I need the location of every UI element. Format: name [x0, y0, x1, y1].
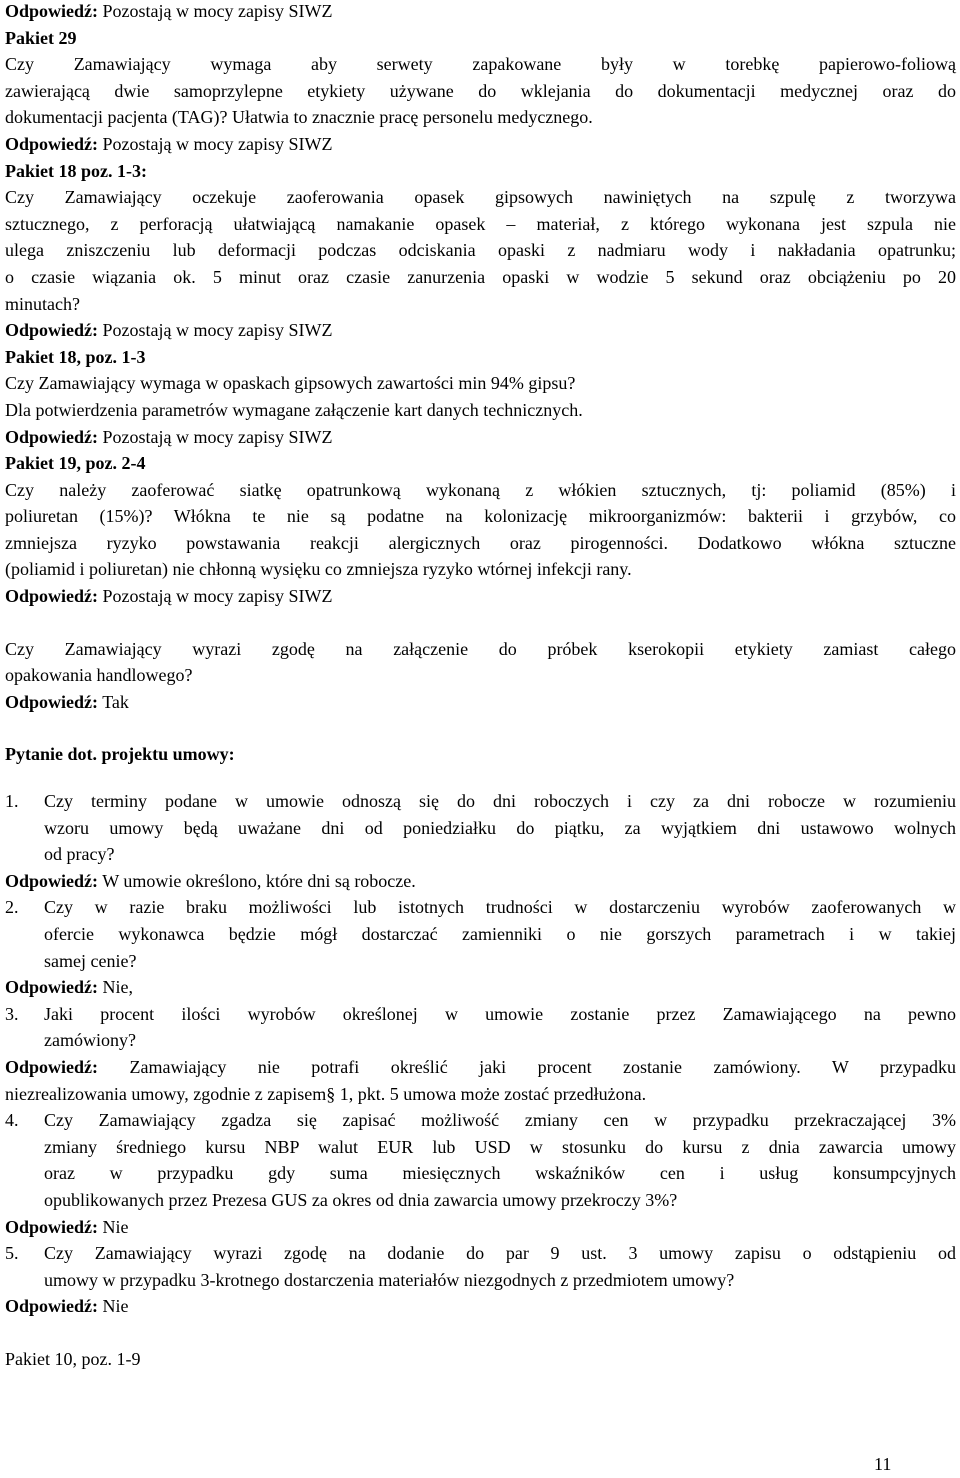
footer-package-text: Pakiet 10, poz. 1-9	[5, 1348, 141, 1369]
list-item	[5, 1240, 956, 1293]
question-line: Czy Zamawiający wyrazi zgodę na dodanie do par 9 ust. 3 umowy zapisu o odstąpieniu od	[44, 1243, 956, 1264]
answer-text: Nie	[98, 1216, 129, 1237]
package-heading: Pakiet 18, poz. 1-3	[5, 346, 146, 367]
answer-label: Odpowiedź:	[5, 1, 99, 21]
list-item	[5, 788, 956, 868]
answer-text: Tak	[98, 691, 129, 712]
answer-label: Odpowiedź:	[5, 426, 99, 447]
question-line: (poliamid i poliuretan) nie chłonną wysięku co zmniejsza ryzyko wtórnej infekcji rany.	[5, 559, 632, 580]
question-line: Dla potwierdzenia parametrów wymagane załączenie kart danych technicznych.	[5, 399, 583, 420]
question-line: Czy Zamawiający wymaga w opaskach gipsowych zawartości min 94% gipsu?	[5, 373, 576, 394]
question-line: Czy terminy podane w umowie odnoszą się do dni roboczych i czy za dni robocze w rozumieniu	[44, 791, 956, 812]
question-line: o czasie wiązania ok. 5 minut oraz czasie zanurzenia opaski w wodzie 5 sekund oraz obciążeniu po 20	[5, 266, 956, 287]
question-line: wzoru umowy będą uważane dni od poniedziałku do piątku, za wyjątkiem dni ustawowo wolnych	[44, 817, 956, 838]
package-heading: Pakiet 18 poz. 1-3:	[5, 160, 147, 181]
item-number: 1.	[5, 791, 19, 812]
question-line: opakowania handlowego?	[5, 665, 193, 686]
question-line: dokumentacji pacjenta (TAG)? Ułatwia to znacznie pracę personelu medycznego.	[5, 107, 593, 128]
question-line: ofercie wykonawca będzie mógł dostarczać zamienniki o nie gorszych parametrach i w takiej	[44, 924, 956, 944]
page-number: 11	[874, 1454, 892, 1474]
answer-line: niezrealizowania umowy, zgodnie z zapisem§ 1, pkt. 5 umowa może zostać przedłużona.	[5, 1083, 647, 1104]
question-line: zmniejsza ryzyko powstawania reakcji alergicznych oraz pirogenności. Dodatkowo włókna sztuczne	[5, 532, 956, 553]
list-item	[5, 1001, 956, 1054]
answer-label: Odpowiedź:	[5, 133, 99, 154]
answer-text: Pozostają w mocy zapisy SIWZ	[98, 133, 333, 154]
question-line: oraz w przypadku gdy suma miesięcznych wskaźników cen i usług konsumpcyjnych	[44, 1163, 956, 1184]
answer-line	[5, 131, 956, 158]
question-line: zawierającą dwie samoprzylepne etykiety używane do wklejania do dokumentacji medycznej oraz do	[5, 80, 956, 101]
answer-text: Pozostają w mocy zapisy SIWZ	[98, 586, 333, 607]
answer-text: W umowie określono, które dni są robocze.	[98, 870, 416, 891]
answer-label: Odpowiedź:	[5, 977, 99, 998]
answer-line	[5, 317, 956, 344]
question-line: od pracy?	[44, 844, 115, 865]
section-title: Pytanie dot. projektu umowy:	[5, 744, 235, 765]
question-line: Czy Zamawiający zgadza się zapisać możliwość zmiany cen w przypadku przekraczającej 3%	[44, 1110, 956, 1131]
answer-line	[5, 583, 956, 610]
list-item	[5, 1107, 956, 1213]
question-line: Czy Zamawiający oczekuje zaoferowania opasek gipsowych nawiniętych na szpulę z tworzywa	[5, 187, 956, 208]
question-line: minutach?	[5, 293, 80, 314]
question-line: Jaki procent ilości wyrobów określonej w umowie zostanie przez Zamawiającego na pewno	[44, 1003, 956, 1024]
answer-line	[5, 424, 956, 451]
answer-label: Odpowiedź:	[5, 691, 99, 712]
answer-line	[5, 1214, 956, 1241]
question-line: Czy należy zaoferować siatkę opatrunkową wykonaną z włókien sztucznych, tj: poliamid (85%) i	[5, 479, 956, 500]
answer-label: Odpowiedź:	[5, 320, 99, 341]
answer-line	[5, 974, 956, 1001]
question-line: sztucznego, z perforacją ułatwiającą namakanie opasek – materiał, z którego wykonana jest szpula nie	[5, 213, 956, 234]
answer-text: Pozostają w mocy zapisy SIWZ	[98, 1, 333, 21]
question-line: umowy w przypadku 3-krotnego dostarczenia materiałów niezgodnych z przedmiotem umowy?	[44, 1269, 735, 1290]
question-line: opublikowanych przez Prezesa GUS za okres od dnia zawarcia umowy przekroczy 3%?	[44, 1189, 678, 1210]
question-line: poliuretan (15%)? Włókna te nie są podatne na kolonizację mikroorganizmów: bakterii i grzybów, co	[5, 506, 956, 527]
answer-line	[5, 0, 956, 25]
question-line: Czy w razie braku możliwości lub istotnych trudności w dostarczeniu wyrobów zaoferowanych w	[44, 897, 956, 918]
question-line: zamówiony?	[44, 1030, 136, 1051]
document-body	[5, 0, 956, 1373]
answer-text: Nie	[98, 1296, 129, 1317]
answer-line	[5, 868, 956, 895]
answer-text: Zamawiający nie potrafi określić jaki procent zostanie zamówiony. W przypadku	[98, 1056, 956, 1077]
answer-text: Nie,	[98, 977, 134, 998]
item-number: 5.	[5, 1243, 19, 1264]
answer-line	[5, 1293, 956, 1320]
item-number: 4.	[5, 1110, 19, 1131]
answer-label: Odpowiedź:	[5, 1056, 99, 1077]
question-line: zmiany średniego kursu NBP walut EUR lub USD w stosunku do kursu z dnia zawarcia umowy	[44, 1136, 956, 1157]
answer-line	[5, 1054, 956, 1081]
question-line: ulega zniszczeniu lub deformacji podczas odciskania opaski z nadmiaru wody i nakładania opatrunku;	[5, 240, 956, 261]
answer-label: Odpowiedź:	[5, 1296, 99, 1317]
answer-label: Odpowiedź:	[5, 870, 99, 891]
answer-text: Pozostają w mocy zapisy SIWZ	[98, 426, 333, 447]
package-heading: Pakiet 29	[5, 27, 77, 48]
question-line: Czy Zamawiający wymaga aby serwety zapakowane były w torebkę papierowo-foliową	[5, 54, 956, 75]
question-line: samej cenie?	[44, 950, 137, 971]
list-item	[5, 894, 956, 974]
package-heading: Pakiet 19, poz. 2-4	[5, 453, 146, 474]
answer-text: Pozostają w mocy zapisy SIWZ	[98, 320, 333, 341]
item-number: 2.	[5, 897, 19, 918]
question-line: Czy Zamawiający wyrazi zgodę na załączenie do próbek kserokopii etykiety zamiast całego	[5, 638, 956, 659]
answer-label: Odpowiedź:	[5, 586, 99, 607]
answer-line	[5, 689, 956, 716]
item-number: 3.	[5, 1003, 19, 1024]
answer-label: Odpowiedź:	[5, 1216, 99, 1237]
